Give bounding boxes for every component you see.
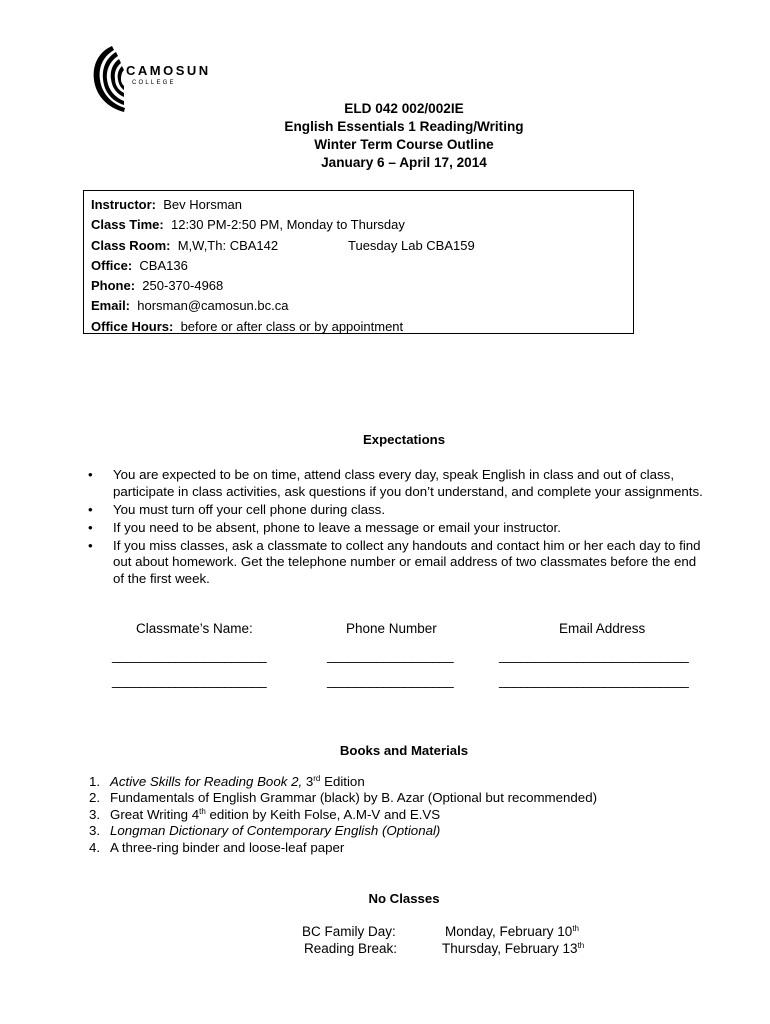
- phone-number-header: Phone Number: [346, 621, 437, 636]
- lab-room: Tuesday Lab CBA159: [348, 237, 475, 253]
- classmate-name-header: Classmate’s Name:: [136, 621, 253, 636]
- email-address-header: Email Address: [559, 621, 646, 636]
- list-item: 1. Active Skills for Reading Book 2, 3rd Edition: [89, 774, 365, 789]
- course-term: Winter Term Course Outline: [314, 137, 494, 152]
- list-item: 4. A three-ring binder and loose-leaf paper: [89, 839, 345, 855]
- classmate-email-blank[interactable]: ___________________________: [499, 673, 689, 688]
- holiday-label: BC Family Day:: [302, 924, 396, 939]
- office-row: Office: CBA136: [91, 257, 188, 273]
- office-hours-row: Office Hours: before or after class or by appointment: [91, 318, 404, 334]
- course-header: [0, 100, 770, 172]
- bullet-icon: •: [88, 501, 93, 517]
- classmate-name-blank[interactable]: ______________________: [112, 648, 267, 663]
- books-list: [89, 774, 597, 856]
- course-dates: January 6 – April 17, 2014: [321, 155, 487, 170]
- logo-wordmark: CAMOSUN: [126, 63, 211, 78]
- instructor-row: Instructor: Bev Horsman: [91, 197, 242, 212]
- list-item: • If you need to be absent, phone to leave a message or email your instructor.: [88, 519, 561, 535]
- logo-subtext: COLLEGE: [132, 80, 176, 86]
- classmate-phone-blank[interactable]: __________________: [327, 673, 454, 688]
- list-item: 2. Fundamentals of English Grammar (black) by B. Azar (Optional but recommended): [89, 790, 598, 806]
- classmate-email-blank[interactable]: ___________________________: [499, 648, 689, 663]
- class-room-row: Class Room: M,W,Th: CBA142 Tuesday Lab CBA159: [91, 236, 626, 256]
- classmate-name-blank[interactable]: ______________________: [112, 673, 267, 688]
- list-item: • If you miss classes, ask a classmate to collect any handouts and contact him or her each day to find out about homework. Get the telephone number or email address of two classmates before the end of the first week.: [88, 537, 701, 586]
- classmate-phone-blank[interactable]: __________________: [327, 648, 454, 663]
- holiday-label: Reading Break:: [304, 941, 398, 956]
- list-item: 3. Great Writing 4th edition by Keith Folse, A.M-V and E.VS: [89, 806, 441, 822]
- bullet-icon: •: [88, 467, 93, 482]
- holiday-date: Thursday, February 13th: [442, 941, 585, 956]
- expectations-title: Expectations: [362, 432, 446, 447]
- list-item: • You must turn off your cell phone during class.: [88, 501, 386, 517]
- class-time-row: Class Time: 12:30 PM-2:50 PM, Monday to Thursday: [91, 217, 405, 233]
- list-item: 3. Longman Dictionary of Contemporary English (Optional): [89, 823, 441, 839]
- phone-row: Phone: 250-370-4968: [91, 278, 224, 294]
- list-item: • You are expected to be on time, attend class every day, speak English in class and out of class, participate in class activities, ask questions if you don’t understand, and complete your assignments.: [88, 467, 703, 499]
- expectations-list: [88, 467, 708, 589]
- course-title: English Essentials 1 Reading/Writing: [284, 119, 524, 134]
- course-code: ELD 042 002/002IE: [344, 101, 464, 116]
- books-title: Books and Materials: [339, 743, 469, 758]
- bullet-icon: •: [88, 537, 93, 553]
- bullet-icon: •: [88, 519, 93, 535]
- no-classes-title: No Classes: [368, 891, 440, 906]
- email-row: Email: horsman@camosun.bc.ca: [91, 298, 289, 314]
- holiday-date: Monday, February 10th: [445, 924, 579, 939]
- instructor-info-box: [83, 190, 634, 334]
